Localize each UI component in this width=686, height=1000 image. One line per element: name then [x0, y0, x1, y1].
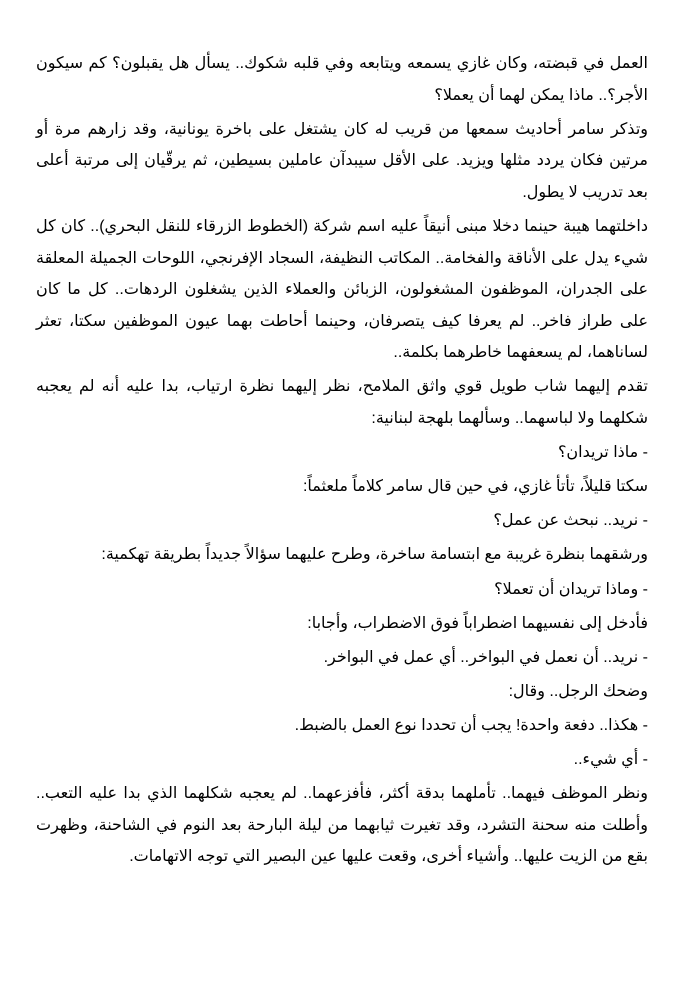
- paragraph: العمل في قبضته، وكان غازي يسمعه ويتابعه وفي قلبه شكوك.. يسأل هل يقبلون؟ كم سيكون الأجر؟.. ماذا يمكن لهما أن يعملا؟: [36, 55, 648, 104]
- dialogue-line: - نريد.. نبحث عن عمل؟: [493, 512, 648, 530]
- paragraph: داخلتهما هيبة حينما دخلا مبنى أنيقاً عليه اسم شركة (الخطوط الزرقاء للنقل البحري).. كان كل شيء يدل على الأناقة والفخامة.. المكاتب النظيفة، السجاد الإفرنجي، اللوحات الجميلة المعلقة على الجدران، الموظفون المشغولون، الزبائن والعملاء الذين يشغلون الردهات.. كل ما كان على طراز فاخر.. لم يعرفا كيف يتصرفان، وحينما أحاطت بهما عيون الموظفين سكتا، تعثر لساناهما، لم يسعفهما خاطرهما بكلمة..: [36, 217, 649, 362]
- paragraph: تقدم إليهما شاب طويل قوي واثق الملامح، نظر إليهما نظرة ارتياب، بدا عليه أنه لم يعجبه شكلهما ولا لباسهما.. وسألهما بلهجة لبنانية:: [36, 378, 648, 428]
- paragraph: ونظر الموظف فيهما.. تأملهما بدقة أكثر، فأفزعهما.. لم يعجبه شكلهما الذي بدا عليه التعب.. وأطلت منه سحنة التشرد، وقد تغيرت ثيابهما من ليلة البارحة بعد النوم في الشاحنة، وظهرت بقع من الزيت عليها.. وأشياء أخرى، وقعت عليها عين البصير التي توجه الاتهامات.: [36, 785, 648, 866]
- dialogue-line: - أي شيء..: [573, 750, 648, 768]
- dialogue-line: - وماذا تريدان أن تعملا؟: [494, 580, 648, 598]
- paragraph: فأدخل إلى نفسيهما اضطراباً فوق الاضطراب، وأجابا:: [307, 614, 648, 632]
- page-text: [36, 48, 648, 875]
- paragraph: وضحك الرجل.. وقال:: [508, 682, 648, 700]
- paragraph: سكتا قليلاً، تأتأ غازي، في حين قال سامر كلاماً ملعثماً:: [302, 478, 648, 496]
- paragraph: وتذكر سامر أحاديث سمعها من قريب له كان يشتغل على باخرة يونانية، وقد زارهم مرة أو مرتين فكان يردد مثلها ويزيد. على الأقل سيبدآن عاملين بسيطين، ثم يرقّيان إلى مرتبة أعلى بعد تدريب لا يطول.: [36, 120, 649, 201]
- dialogue-line: - ماذا تريدان؟: [557, 444, 648, 462]
- paragraph: ورشقهما بنظرة غريبة مع ابتسامة ساخرة، وطرح عليهما سؤالاً جديداً بطريقة تهكمية:: [101, 546, 648, 564]
- dialogue-line: - هكذا.. دفعة واحدة! يجب أن تحددا نوع العمل بالضبط.: [294, 716, 648, 734]
- dialogue-line: - نريد.. أن نعمل في البواخر.. أي عمل في البواخر.: [323, 648, 648, 666]
